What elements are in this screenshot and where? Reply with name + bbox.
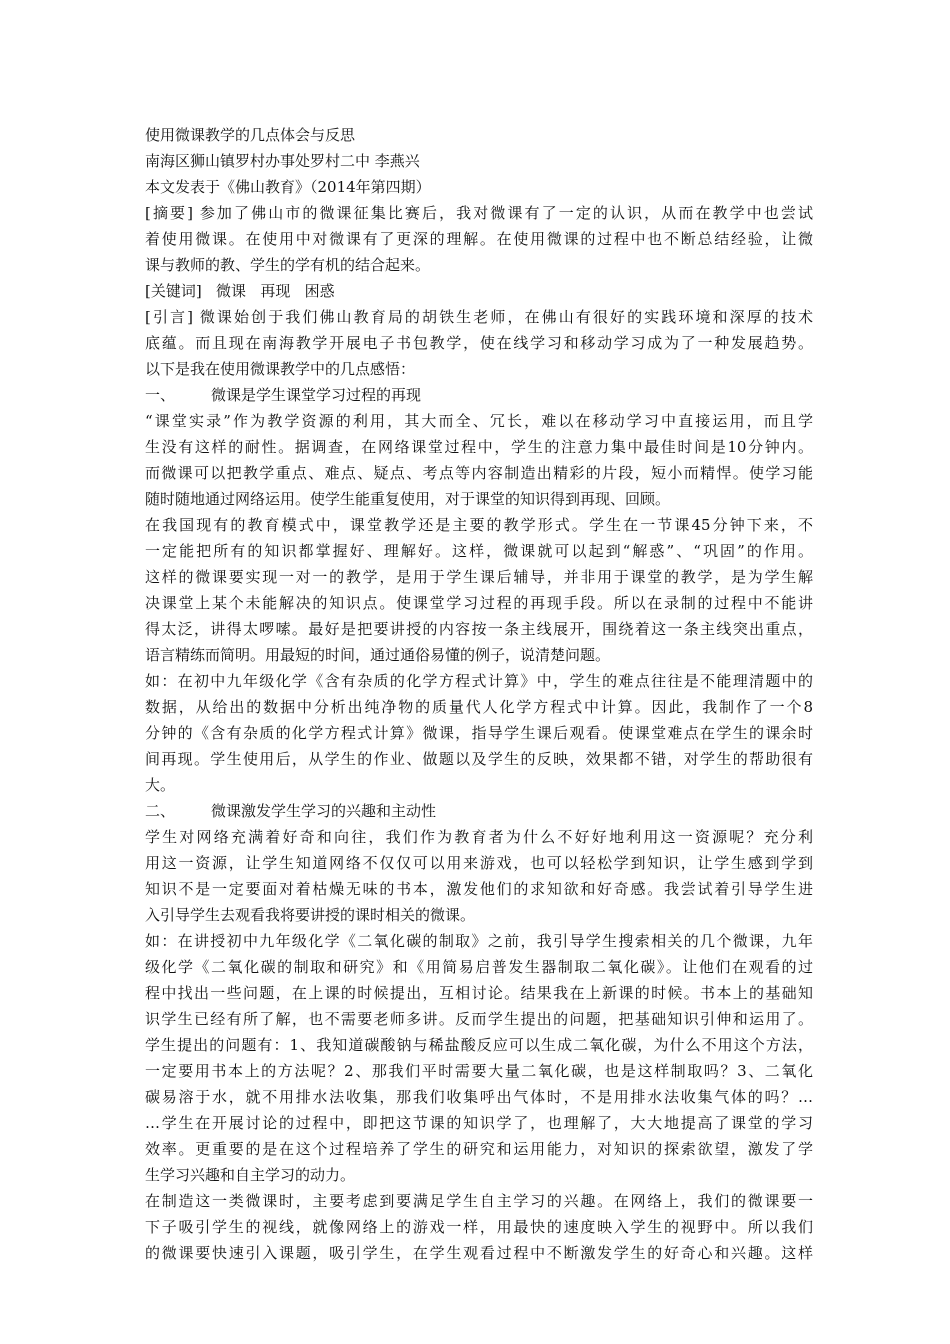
paragraph-line: 碳易溶于水，就不用排水法收集，那我们收集呼出气体时，不是用排水法收集气体的吗？… [145, 1088, 813, 1106]
paragraph-line: 得太泛，讲得太啰嗦。最好是把要讲授的内容按一条主线展开，围绕着这一条主线突出重点， [145, 620, 813, 638]
paragraph-line: 生没有这样的耐性。据调查，在网络课堂过程中，学生的注意力集中最佳时间是10分钟内。 [145, 438, 813, 456]
section-2-paragraph-3 [145, 1188, 813, 1266]
paragraph-line: 学生提出的问题有：1、我知道碳酸钠与稀盐酸反应可以生成二氧化碳，为什么不用这个方法， [145, 1036, 813, 1054]
paragraph-line: 效率。更重要的是在这个过程培养了学生的研究和运用能力，对知识的探索欲望，激发了学 [145, 1140, 813, 1158]
paragraph-line: 这样的微课要实现一对一的教学，是用于学生课后辅导，并非用于课堂的教学，是为学生解 [145, 568, 813, 586]
section-title: 微课激发学生学习的兴趣和主动性 [211, 802, 437, 820]
section-number: 二、 [145, 802, 176, 820]
paragraph-line: 语言精练而简明。用最短的时间，通过通俗易懂的例子，说清楚问题。 [145, 646, 611, 664]
keywords: [关键词] 微课 再现 困惑 [145, 282, 335, 300]
section-2-paragraph-2 [145, 928, 813, 1188]
paragraph-line: 在我国现有的教育模式中，课堂教学还是主要的教学形式。学生在一节课45分钟下来，不 [145, 516, 813, 534]
section-1-heading [145, 382, 813, 408]
publication-line: 本文发表于《佛山教育》（2014年第四期） [145, 178, 431, 196]
paragraph-line: 级化学《二氧化碳的制取和研究》和《用简易启普发生器制取二氧化碳》。让他们在观看的过 [145, 958, 813, 976]
paragraph-line: 下子吸引学生的视线，就像网络上的游戏一样，用最快的速度映入学生的视野中。所以我们 [145, 1218, 813, 1236]
introduction [145, 304, 813, 382]
paragraph-line: 一定能把所有的知识都掌握好、理解好。这样，微课就可以起到“解惑”、“巩固”的作用。 [145, 542, 813, 560]
paragraph-line: 学生对网络充满着好奇和向往，我们作为教育者为什么不好好地利用这一资源呢？充分利 [145, 828, 813, 846]
section-1-paragraph-1 [145, 408, 813, 512]
paragraph-line: 入引导学生去观看我将要讲授的课时相关的微课。 [145, 906, 476, 924]
paragraph-line: 的微课要快速引入课题，吸引学生，在学生观看过程中不断激发学生的好奇心和兴趣。这样 [145, 1244, 813, 1262]
paragraph-line: 一定要用书本上的方法呢？2、那我们平时需要大量二氧化碳，也是这样制取吗？3、二氧化 [145, 1062, 813, 1080]
abstract-line: [摘要] 参加了佛山市的微课征集比赛后，我对微课有了一定的认识，从而在教学中也尝试 [145, 204, 813, 222]
paragraph-line: 间再现。学生使用后，从学生的作业、做题以及学生的反映，效果都不错，对学生的帮助很有 [145, 750, 813, 768]
paragraph-line: 如：在讲授初中九年级化学《二氧化碳的制取》之前，我引导学生搜索相关的几个微课，九年 [145, 932, 813, 950]
paragraph-line: 生学习兴趣和自主学习的动力。 [145, 1166, 356, 1184]
paragraph-line: 用这一资源，让学生知道网络不仅仅可以用来游戏，也可以轻松学到知识，让学生感到学到 [145, 854, 813, 872]
paragraph-line: 知识不是一定要面对着枯燥无味的书本，激发他们的求知欲和好奇感。我尝试着引导学生进 [145, 880, 813, 898]
paragraph-line: 程中找出一些问题，在上课的时候提出，互相讨论。结果我在上新课的时候。书本上的基础知 [145, 984, 813, 1002]
section-1-paragraph-2 [145, 512, 813, 668]
abstract [145, 200, 813, 278]
paragraph-line: 数据，从给出的数据中分析出纯净物的质量代人化学方程式中计算。因此，我制作了一个8 [145, 698, 813, 716]
section-title: 微课是学生课堂学习过程的再现 [211, 386, 422, 404]
paragraph-line: 随时随地通过网络运用。使学生能重复使用，对于课堂的知识得到再现、回顾。 [145, 490, 671, 508]
section-1-paragraph-3 [145, 668, 813, 798]
section-2-paragraph-1 [145, 824, 813, 928]
paragraph-line: 识学生已经有所了解，也不需要老师多讲。反而学生提出的问题，把基础知识引伸和运用了。 [145, 1010, 813, 1028]
section-number: 一、 [145, 386, 176, 404]
intro-line: 以下是我在使用微课教学中的几点感悟： [145, 360, 416, 378]
section-2-heading [145, 798, 813, 824]
paragraph-line: 在制造这一类微课时，主要考虑到要满足学生自主学习的兴趣。在网络上，我们的微课要一 [145, 1192, 813, 1210]
intro-line: 底蕴。而且现在南海教学开展电子书包教学，使在线学习和移动学习成为了一种发展趋势。 [145, 334, 813, 352]
paragraph-line: 决课堂上某个未能解决的知识点。使课堂学习过程的再现手段。所以在录制的过程中不能讲 [145, 594, 813, 612]
abstract-line: 课与教师的教、学生的学有机的结合起来。 [145, 256, 431, 274]
paragraph-line: 分钟的《含有杂质的化学方程式计算》微课，指导学生课后观看。使课堂难点在学生的课余时 [145, 724, 813, 742]
author-line: 南海区狮山镇罗村办事处罗村二中 李燕兴 [145, 152, 420, 170]
document-title: 使用微课教学的几点体会与反思 [145, 126, 356, 144]
paragraph-line: 如：在初中九年级化学《含有杂质的化学方程式计算》中，学生的难点往往是不能理清题中的 [145, 672, 813, 690]
paragraph-line: “课堂实录”作为教学资源的利用，其大而全、冗长，难以在移动学习中直接运用，而且学 [145, 412, 813, 430]
paragraph-line: 而微课可以把教学重点、难点、疑点、考点等内容制造出精彩的片段，短小而精悍。使学习能 [145, 464, 813, 482]
abstract-line: 着使用微课。在使用中对微课有了更深的理解。在使用微课的过程中也不断总结经验，让微 [145, 230, 813, 248]
paragraph-line: 大。 [145, 776, 176, 794]
paragraph-line: …学生在开展讨论的过程中，即把这节课的知识学了，也理解了，大大地提高了课堂的学习 [145, 1114, 813, 1132]
document-page [145, 122, 813, 1266]
intro-line: [引言] 微课始创于我们佛山教育局的胡铁生老师，在佛山有很好的实践环境和深厚的技术 [145, 308, 813, 326]
